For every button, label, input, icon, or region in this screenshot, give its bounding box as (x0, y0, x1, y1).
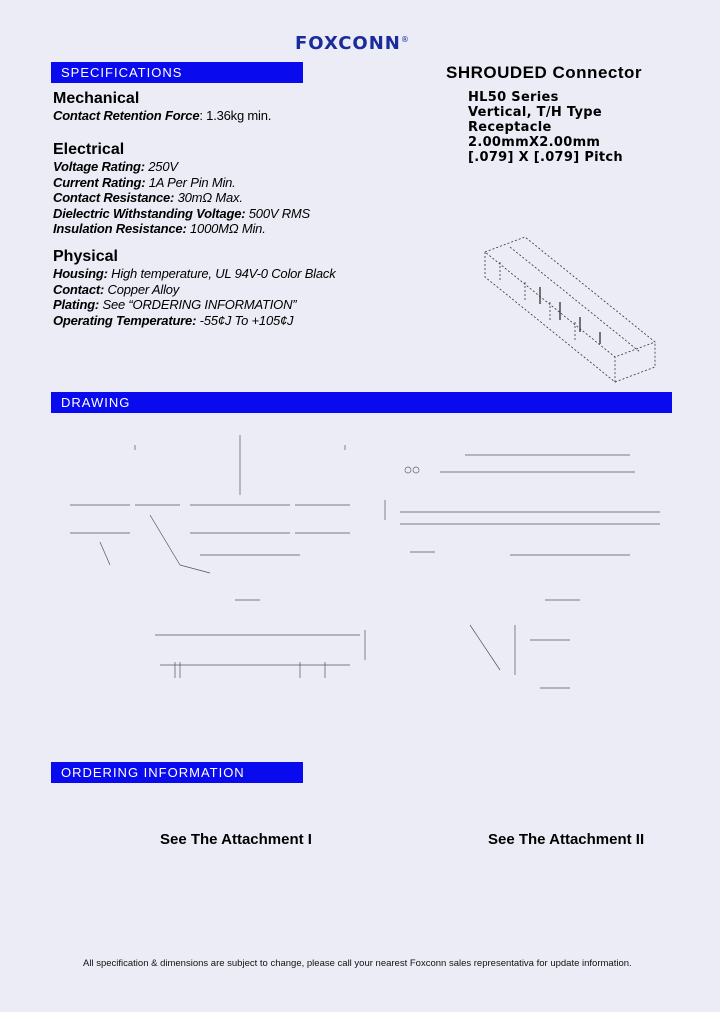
spec-line: Housing: High temperature, UL 94V-0 Color Black (53, 266, 336, 281)
spec-line: Dielectric Withstanding Voltage: 500V RMS (53, 205, 311, 221)
product-pitch-mm: 2.00mmX2.00mm (468, 135, 601, 150)
product-type: Vertical, T/H Type (468, 105, 602, 120)
spec-line: Insulation Resistance: 1000MΩ Min. (53, 221, 266, 236)
product-title: SHROUDED Connector (446, 63, 643, 82)
mechanical-section (53, 90, 271, 124)
mechanical-heading: Mechanical (53, 90, 140, 107)
spec-line: Contact: Copper Alloy (53, 281, 180, 297)
foxconn-logo (295, 33, 410, 54)
registered-mark: ® (400, 35, 410, 44)
product-pitch-inch: [.079] X [.079] Pitch (468, 150, 623, 165)
spec-line: Current Rating: 1A Per Pin Min. (53, 174, 236, 190)
electrical-section (53, 141, 310, 237)
drawing-bar (51, 392, 672, 413)
electrical-heading: Electrical (53, 141, 125, 158)
physical-section (53, 248, 336, 328)
specifications-bar-label: SPECIFICATIONS (61, 65, 183, 80)
ordering-information-bar (51, 762, 303, 783)
connector-isometric-drawing (465, 232, 665, 382)
logo-text: FOXCONN (295, 33, 401, 54)
spec-line: Contact Resistance: 30mΩ Max. (53, 190, 243, 205)
product-subtitle-block (468, 90, 623, 165)
product-kind: Receptacle (468, 120, 552, 135)
spec-line: Operating Temperature: -55¢J To +105¢J (53, 312, 294, 328)
spec-line: Plating: See “ORDERING INFORMATION” (53, 297, 297, 312)
attachment-ii-link[interactable]: See The Attachment II (488, 831, 645, 848)
footer-disclaimer: All specification & dimensions are subject to change, please call your nearest Foxconn sales representativa for update information. (83, 958, 632, 969)
ordering-bar-label: ORDERING INFORMATION (61, 765, 245, 780)
drawing-bar-label: DRAWING (61, 395, 131, 410)
spec-line: Contact Retention Force: 1.36kg min. (53, 108, 272, 123)
technical-drawing (60, 430, 670, 730)
specifications-bar (51, 62, 303, 83)
physical-heading: Physical (53, 248, 118, 265)
attachment-i-link[interactable]: See The Attachment I (160, 831, 312, 848)
spec-line: Voltage Rating: 250V (53, 159, 178, 174)
product-series: HL50 Series (468, 90, 559, 105)
